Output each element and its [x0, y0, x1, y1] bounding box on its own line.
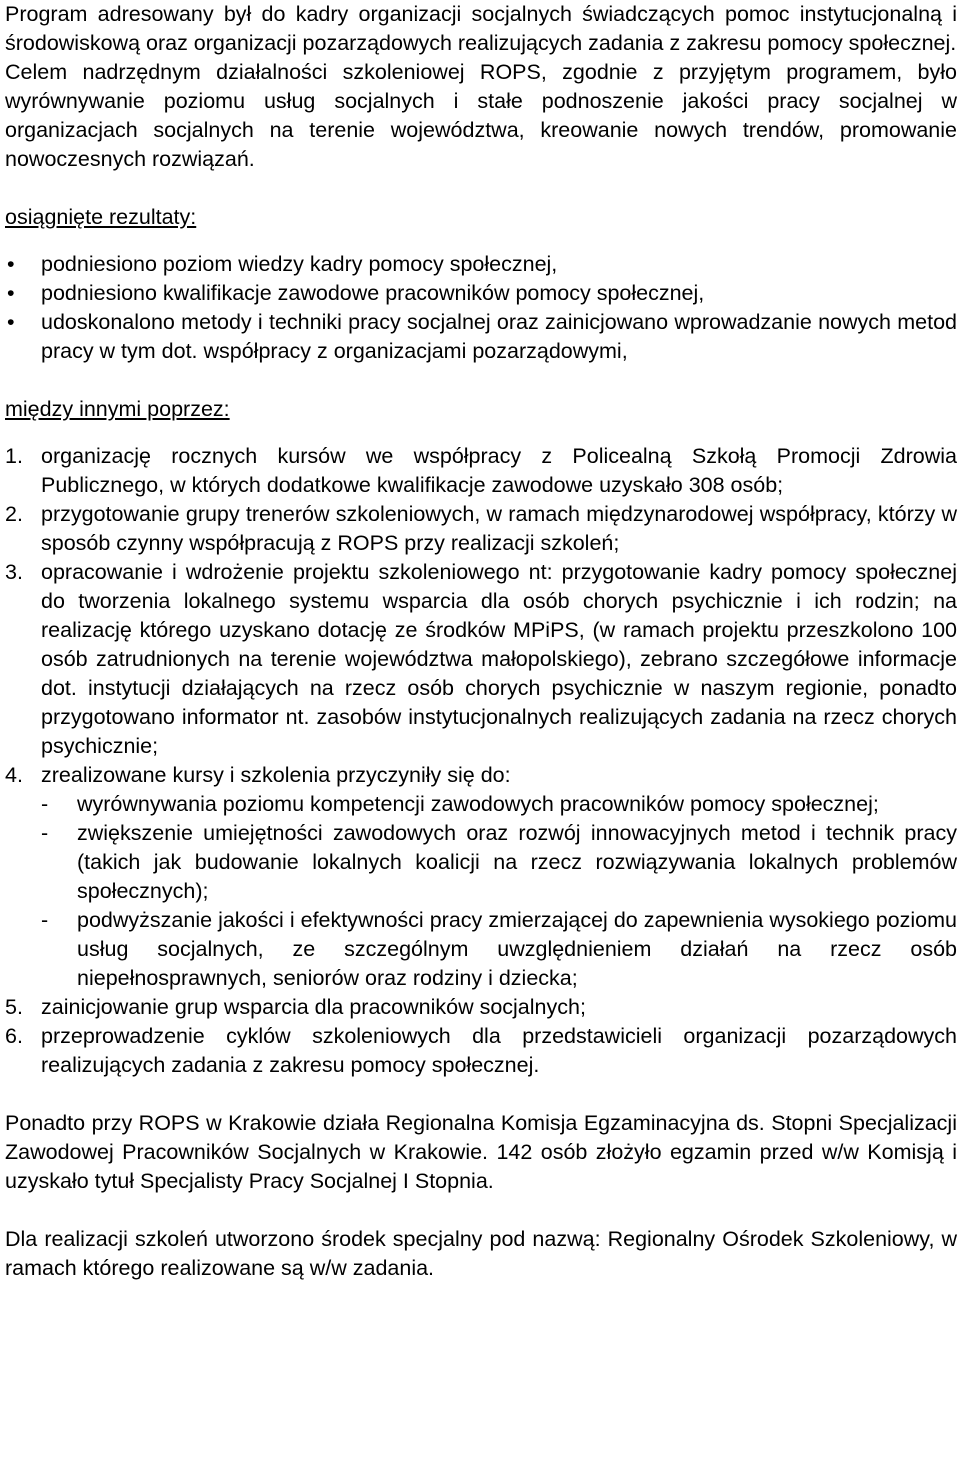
item-text: przeprowadzenie cyklów szkoleniowych dla przedstawicieli organizacji pozarządowych realizujących zadania z zakresu pomocy społecznej.: [41, 1024, 957, 1077]
numbered-item: [5, 500, 957, 558]
bullet-icon: •: [7, 310, 15, 334]
results-item: [5, 308, 957, 366]
among-others-heading: między innymi poprzez:: [5, 397, 230, 421]
sub-item: [41, 819, 957, 906]
results-item-text: podniesiono kwalifikacje zawodowe pracowników pomocy społecznej,: [41, 281, 705, 305]
intro-paragraph-2: Celem nadrzędnym działalności szkoleniowej ROPS, zgodnie z przyjętym programem, było wyrównywanie poziomu usług socjalnych i stałe podnoszenie jakości pracy socjalnej w organizacjach socjalnych na terenie województwa, kreowanie nowych trendów, promowanie nowoczesnych rozwiązań.: [5, 60, 957, 171]
item-text: przygotowanie grupy trenerów szkoleniowych, w ramach międzynarodowej współpracy, którzy w sposób czynny współpracują z ROPS przy realizacji szkoleń;: [41, 502, 957, 555]
sub-item-text: zwiększenie umiejętności zawodowych oraz rozwój innowacyjnych metod i technik pracy (takich jak budowanie lokalnych koalicji na rzecz rozwiązywania lokalnych problemów społecznych);: [77, 821, 957, 903]
sub-item-text: wyrównywania poziomu kompetencji zawodowych pracowników pomocy społecznej;: [77, 792, 879, 816]
item-number: 6.: [5, 1024, 23, 1048]
outro-paragraph-1: Ponadto przy ROPS w Krakowie działa Regionalna Komisja Egzaminacyjna ds. Stopni Specjalizacji Zawodowej Pracowników Socjalnych w Krakowie. 142 osób złożyło egzamin przed w/w Komisją i uzyskało tytuł Specjalisty Pracy Socjalnej I Stopnia.: [5, 1111, 957, 1193]
dash-marker: -: [41, 821, 49, 845]
item-text: zainicjowanie grup wsparcia dla pracowników socjalnych;: [41, 995, 586, 1019]
item-text: organizację rocznych kursów we współpracy z Policealną Szkołą Promocji Zdrowia Publicznego, w których dodatkowe kwalifikacje zawodowe uzyskało 308 osób;: [41, 444, 957, 497]
among-others-list: [5, 442, 957, 1080]
numbered-item: [5, 442, 957, 500]
intro-paragraph-1: Program adresowany był do kadry organizacji socjalnych świadczących pomoc instytucjonalną i środowiskową oraz organizacji pozarządowych realizujących zadania z zakresu pomocy społecznej.: [5, 2, 957, 55]
numbered-item: [5, 558, 957, 761]
results-item-text: udoskonalono metody i techniki pracy socjalnej oraz zainicjowano wprowadzanie nowych metod pracy w tym dot. współpracy z organizacjami pozarządowymi,: [41, 310, 957, 363]
sub-item-text: podwyższanie jakości i efektywności pracy zmierzającej do zapewnienia wysokiego poziomu usług socjalnych, ze szczególnym uwzględnieniem działań na rzecz osób niepełnosprawnych, seniorów oraz rodziny i dziecka;: [77, 908, 957, 990]
item-number: 3.: [5, 560, 23, 584]
sub-item: [41, 906, 957, 993]
document-page: [5, 0, 957, 1283]
dash-marker: -: [41, 908, 49, 932]
results-heading: osiągnięte rezultaty:: [5, 205, 197, 229]
numbered-item: [5, 1022, 957, 1080]
bullet-icon: •: [7, 252, 15, 276]
results-list: [5, 250, 957, 366]
results-item-text: podniesiono poziom wiedzy kadry pomocy społecznej,: [41, 252, 558, 276]
numbered-item: [5, 993, 957, 1022]
sub-item: [41, 790, 957, 819]
item-number: 1.: [5, 444, 23, 468]
outro-paragraph-2: Dla realizacji szkoleń utworzono środek specjalny pod nazwą: Regionalny Ośrodek Szkoleniowy, w ramach którego realizowane są w/w zadania.: [5, 1227, 957, 1280]
dash-marker: -: [41, 792, 49, 816]
results-item: [5, 279, 957, 308]
results-item: [5, 250, 957, 279]
item-text: opracowanie i wdrożenie projektu szkoleniowego nt: przygotowanie kadry pomocy społecznej do tworzenia lokalnego systemu wsparcia dla osób chorych psychicznie i ich rodzin; na realizację którego uzyskano dotację ze środków MPiPS, (w ramach projektu przeszkolono 100 osób zatrudnionych na terenie województwa małopolskiego), zebrano szczegółowe informacje dot. instytucji działających na rzecz osób chorych psychicznie w naszym regionie, ponadto przygotowano informator nt. zasobów instytucjonalnych realizujących zadania na rzecz chorych psychicznie;: [41, 560, 957, 758]
numbered-item: [5, 761, 957, 993]
item-text: zrealizowane kursy i szkolenia przyczyniły się do:: [41, 763, 511, 787]
item-number: 4.: [5, 763, 23, 787]
item-number: 5.: [5, 995, 23, 1019]
sub-list: [41, 790, 957, 993]
bullet-icon: •: [7, 281, 15, 305]
item-number: 2.: [5, 502, 23, 526]
